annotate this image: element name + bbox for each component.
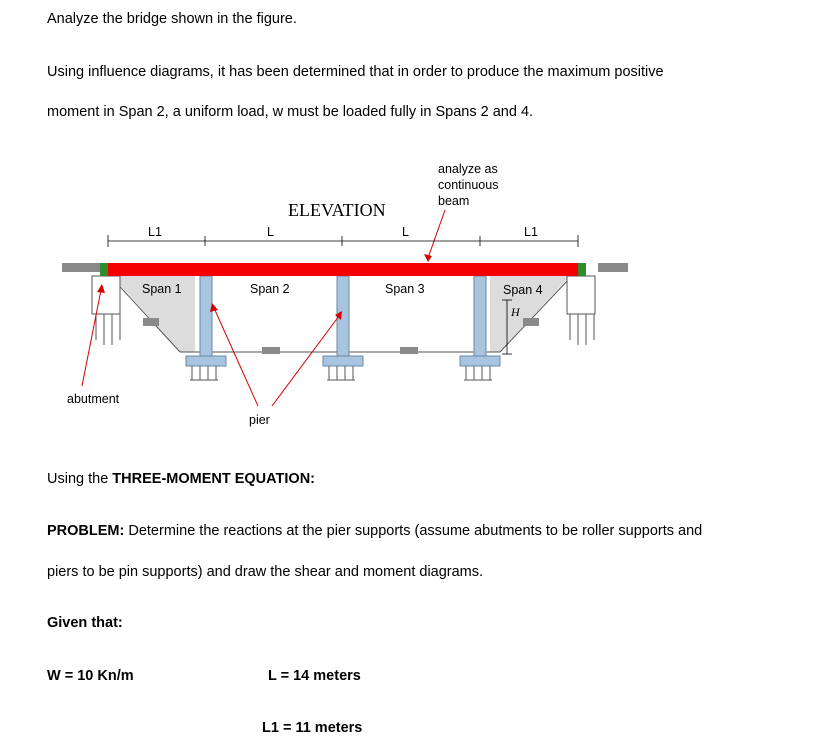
pier-2 [323, 276, 363, 380]
elevation-title: ELEVATION [288, 200, 386, 220]
method-line [47, 471, 315, 487]
abutment-label: abutment [67, 392, 120, 406]
ground-left [62, 263, 102, 272]
dim-label-l1-right: L1 [524, 225, 538, 239]
note-arrowhead [424, 254, 432, 262]
dimension-line [108, 235, 578, 247]
problem-line-2: piers to be pin supports) and draw the shear and moment diagrams. [47, 564, 484, 580]
span-4-label: Span 4 [503, 283, 543, 297]
deck-end-right [578, 263, 586, 276]
ground-patch-2 [262, 347, 280, 354]
given-w: W = 10 Kn/m [47, 668, 134, 684]
dim-label-l-left: L [267, 225, 274, 239]
problem-text-1: Determine the reactions at the pier supports (assume abutments to be roller supports and [124, 523, 703, 539]
problem-line-1 [47, 523, 702, 539]
span-1-label: Span 1 [142, 282, 182, 296]
height-label: H [511, 305, 520, 319]
note-line-2: continuous [438, 178, 499, 192]
ground-right [598, 263, 628, 272]
intro-line-1: Analyze the bridge shown in the figure. [47, 11, 297, 27]
intro-line-2: Using influence diagrams, it has been determined that in order to produce the maximum positive [47, 64, 664, 80]
given-l1: L1 = 11 meters [262, 720, 363, 736]
given-heading: Given that: [47, 615, 123, 631]
span-3-label: Span 3 [385, 282, 425, 296]
abutment-right [567, 276, 595, 345]
span-2-label: Span 2 [250, 282, 290, 296]
problem-heading: PROBLEM: [47, 523, 125, 539]
method-bold: THREE-MOMENT EQUATION: [112, 471, 316, 487]
given-l: L = 14 meters [268, 668, 361, 684]
dim-label-l1-left: L1 [148, 225, 162, 239]
ground-patch-1 [143, 318, 159, 326]
pier-label: pier [249, 413, 270, 427]
note-line-1: analyze as [438, 162, 498, 176]
dim-label-l-right: L [402, 225, 409, 239]
bridge-elevation-figure [0, 150, 825, 440]
deck-end-left [100, 263, 108, 276]
ground-patch-4 [523, 318, 539, 326]
note-arrow [428, 210, 445, 258]
bridge-deck [108, 263, 578, 276]
abutment-left [92, 276, 120, 345]
method-prefix: Using the [47, 471, 113, 487]
note-line-3: beam [438, 194, 470, 208]
intro-line-3: moment in Span 2, a uniform load, w must be loaded fully in Spans 2 and 4. [47, 104, 534, 120]
ground-patch-3 [400, 347, 418, 354]
